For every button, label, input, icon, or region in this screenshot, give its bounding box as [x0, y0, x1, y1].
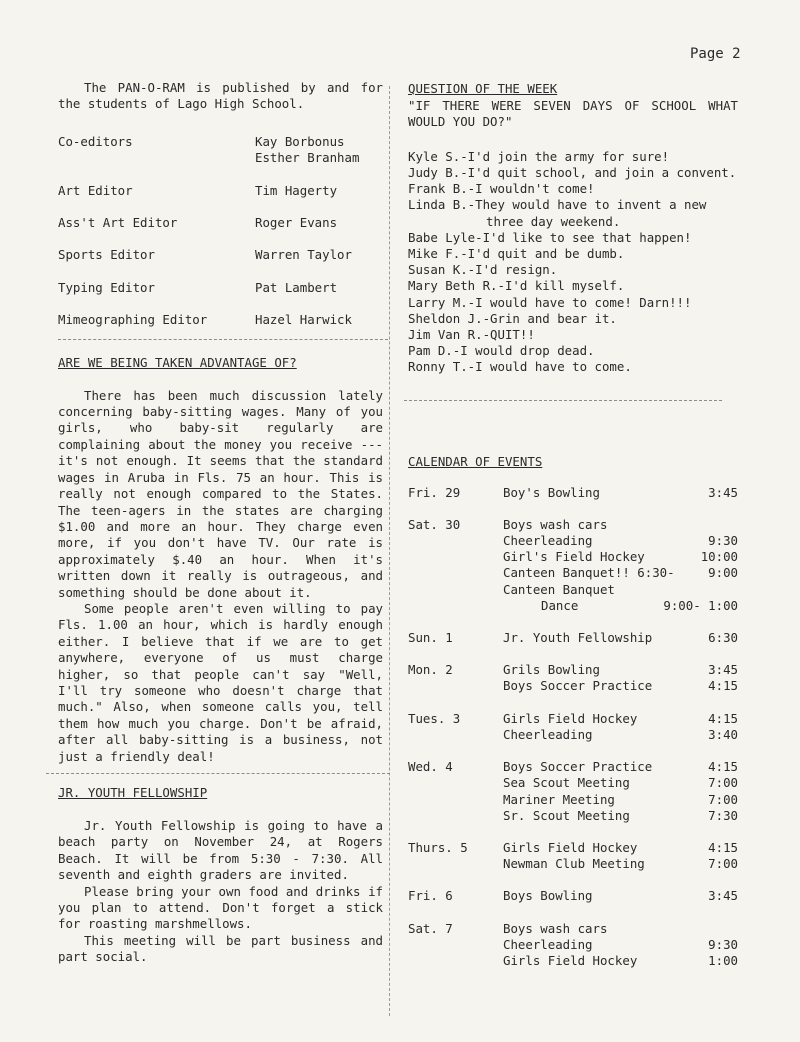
- event-time: 1:00: [708, 952, 738, 968]
- calendar-date: Tues. 3: [408, 710, 461, 726]
- calendar-event: [503, 775, 738, 791]
- event-time: 4:15: [708, 759, 738, 775]
- staff-name: Pat Lambert: [255, 279, 338, 295]
- calendar-event: [503, 921, 738, 937]
- staff-row: [58, 134, 383, 167]
- answer-item: Mary Beth R.-I'd kill myself.: [408, 278, 625, 294]
- calendar-day: [408, 921, 738, 970]
- question-prompt: "IF THERE WERE SEVEN DAYS OF SCHOOL WHAT WOULD YOU DO?": [408, 98, 738, 130]
- calendar-date: Sat. 30: [408, 516, 461, 532]
- calendar-event: [503, 727, 738, 743]
- section-divider: [404, 400, 722, 401]
- staff-name: Hazel Harwick: [255, 312, 352, 328]
- calendar-event: [503, 565, 738, 581]
- calendar-event: [503, 711, 738, 727]
- staff-list: [58, 134, 383, 329]
- calendar-day: [408, 485, 738, 501]
- answer-item: Kyle S.-I'd join the army for sure!: [408, 148, 670, 164]
- staff-row: [58, 280, 383, 296]
- event-name: Dance: [541, 597, 579, 613]
- answer-item: Frank B.-I wouldn't come!: [408, 181, 595, 197]
- event-name: Cheerleading: [503, 726, 593, 742]
- advantage-paragraph: Some people aren't even willing to pay Fls. 1.00 an hour, which is hardly enough either. I believe that if we are to get anywhere, everyone of us must charge higher, so that people can't say "Well, I'll try someone who doesn't charge that much." Also, when someone calls you, tell them how much you charge. Don't be afraid, after all baby-sitting is a business, not just a friendly deal!: [58, 600, 383, 764]
- answer-item: Larry M.-I would have to come! Darn!!!: [408, 294, 692, 310]
- right-column: [408, 80, 738, 969]
- calendar-event: [503, 759, 738, 775]
- calendar-date: Sun. 1: [408, 630, 453, 646]
- staff-role: Sports Editor: [58, 247, 155, 263]
- event-name: Girls Field Hockey: [503, 710, 638, 726]
- event-name: Cheerleading: [503, 936, 593, 952]
- event-name: Boys wash cars: [503, 516, 608, 532]
- advantage-heading: ARE WE BEING TAKEN ADVANTAGE OF?: [58, 354, 297, 370]
- answer-item: Judy B.-I'd quit school, and join a convent.: [408, 165, 737, 181]
- section-divider: [46, 773, 390, 774]
- event-name: Cheerleading: [503, 533, 593, 549]
- calendar-event: [503, 582, 738, 598]
- calendar-event: [503, 808, 738, 824]
- staff-role: Art Editor: [58, 182, 133, 198]
- answer-item: Mike F.-I'd quit and be dumb.: [408, 246, 625, 262]
- youth-paragraph: Jr. Youth Fellowship is going to have a beach party on November 24, at Rogers Beach. It will be from 5:30 - 7:30. All seventh and eighth graders are invited.: [58, 818, 383, 883]
- event-name: Sr. Scout Meeting: [503, 807, 630, 823]
- answer-item: Linda B.-They would have to invent a new three day weekend.: [408, 197, 707, 229]
- calendar-day: [408, 517, 738, 614]
- calendar-event: [503, 549, 738, 565]
- calendar-day: [408, 662, 738, 694]
- calendar-date: Wed. 4: [408, 759, 453, 775]
- calendar-event: [503, 662, 738, 678]
- calendar-event: [503, 792, 738, 808]
- calendar-date: Fri. 6: [408, 888, 453, 904]
- staff-name: Tim Hagerty: [255, 182, 338, 198]
- answer-item: Sheldon J.-Grin and bear it.: [408, 310, 617, 326]
- page-number: Page 2: [690, 46, 741, 62]
- event-name: Boys Soccer Practice: [503, 678, 653, 694]
- event-name: Canteen Banquet: [503, 581, 615, 597]
- calendar-day: [408, 759, 738, 824]
- calendar-heading: CALENDAR OF EVENTS: [408, 453, 543, 469]
- calendar-date: Sat. 7: [408, 920, 453, 936]
- event-time: 3:45: [708, 662, 738, 678]
- column-divider: [389, 86, 390, 1016]
- calendar-event: [503, 485, 738, 501]
- event-name: Jr. Youth Fellowship: [503, 630, 653, 646]
- event-name: Boys wash cars: [503, 920, 608, 936]
- staff-role: Typing Editor: [58, 279, 155, 295]
- intro-text: The PAN-O-RAM is published by and for the students of Lago High School.: [58, 80, 383, 112]
- staff-row: [58, 312, 383, 328]
- youth-paragraph: Please bring your own food and drinks if you plan to attend. Don't forget a stick for roasting marshmellows.: [58, 883, 383, 932]
- event-name: Girl's Field Hockey: [503, 549, 645, 565]
- event-name: Girls Field Hockey: [503, 952, 638, 968]
- event-time: 6:30: [708, 630, 738, 646]
- calendar-event: [503, 598, 738, 614]
- event-time: 9:30: [708, 936, 738, 952]
- staff-row: [58, 183, 383, 199]
- calendar-event: [503, 840, 738, 856]
- youth-paragraph: This meeting will be part business and part social.: [58, 932, 383, 965]
- question-heading: QUESTION OF THE WEEK: [408, 81, 558, 96]
- event-name: Boy's Bowling: [503, 484, 600, 500]
- calendar-date: Fri. 29: [408, 484, 461, 500]
- staff-role: Ass't Art Editor: [58, 215, 178, 231]
- event-time: 4:15: [708, 839, 738, 855]
- staff-row: [58, 247, 383, 263]
- event-name: Sea Scout Meeting: [503, 775, 630, 791]
- event-name: Boys Bowling: [503, 888, 593, 904]
- event-time: 3:40: [708, 726, 738, 742]
- left-column: [58, 80, 383, 966]
- answer-item: Pam D.-I would drop dead.: [408, 343, 595, 359]
- staff-role: Co-editors: [58, 133, 133, 149]
- event-time: 9:00- 1:00: [663, 597, 738, 613]
- staff-row: [58, 215, 383, 231]
- staff-name: Esther Branham: [255, 150, 360, 166]
- staff-name: Kay Borbonus: [255, 133, 345, 149]
- advantage-paragraph: There has been much discussion lately concerning baby-sitting wages. Many of you girls, who baby-sit regularly are complaining about the money you receive ---it's not enough. It seems that the standard wages in Aruba in Fls. 75 an hour. This is really not enough compared to the States. The teen-agers in the states are charging $1.00 and more an hour. They charge even more, if you don't have TV. Our rate is approximately $.40 an hour. When it's written down it really is outrageous, and something should be done about it.: [58, 387, 383, 600]
- calendar-day: [408, 888, 738, 904]
- event-time: 7:30: [708, 807, 738, 823]
- calendar-event: [503, 517, 738, 533]
- answer-item: Babe Lyle-I'd like to see that happen!: [408, 229, 692, 245]
- event-name: Girls Field Hockey: [503, 839, 638, 855]
- calendar-event: [503, 630, 738, 646]
- answer-list: [408, 149, 738, 376]
- event-name: Newman Club Meeting: [503, 856, 645, 872]
- event-time: 9:00: [708, 565, 738, 581]
- calendar-event: [503, 953, 738, 969]
- calendar-date: Mon. 2: [408, 662, 453, 678]
- staff-name: Warren Taylor: [255, 247, 352, 263]
- calendar-day: [408, 630, 738, 646]
- section-divider: [58, 339, 388, 340]
- event-time: 10:00: [700, 549, 738, 565]
- calendar-event: [503, 533, 738, 549]
- calendar-day: [408, 840, 738, 872]
- event-time: 4:15: [708, 710, 738, 726]
- calendar-day: [408, 711, 738, 743]
- calendar-date: Thurs. 5: [408, 839, 468, 855]
- event-time: 7:00: [708, 775, 738, 791]
- calendar: [408, 485, 738, 969]
- event-name: Boys Soccer Practice: [503, 759, 653, 775]
- answer-item: Jim Van R.-QUIT!!: [408, 327, 535, 343]
- staff-name: Roger Evans: [255, 215, 338, 231]
- answer-item: Susan K.-I'd resign.: [408, 262, 558, 278]
- calendar-event: [503, 856, 738, 872]
- answer-item: Ronny T.-I would have to come.: [408, 359, 632, 375]
- event-time: 4:15: [708, 678, 738, 694]
- youth-heading: JR. YOUTH FELLOWSHIP: [58, 785, 208, 800]
- calendar-event: [503, 937, 738, 953]
- calendar-event: [503, 678, 738, 694]
- staff-role: Mimeographing Editor: [58, 312, 208, 328]
- event-time: 9:30: [708, 533, 738, 549]
- event-time: 7:00: [708, 856, 738, 872]
- calendar-event: [503, 888, 738, 904]
- event-time: 7:00: [708, 791, 738, 807]
- event-time: 3:45: [708, 888, 738, 904]
- event-name: Canteen Banquet!! 6:30-: [503, 565, 675, 581]
- event-time: 3:45: [708, 484, 738, 500]
- event-name: Mariner Meeting: [503, 791, 615, 807]
- event-name: Grils Bowling: [503, 662, 600, 678]
